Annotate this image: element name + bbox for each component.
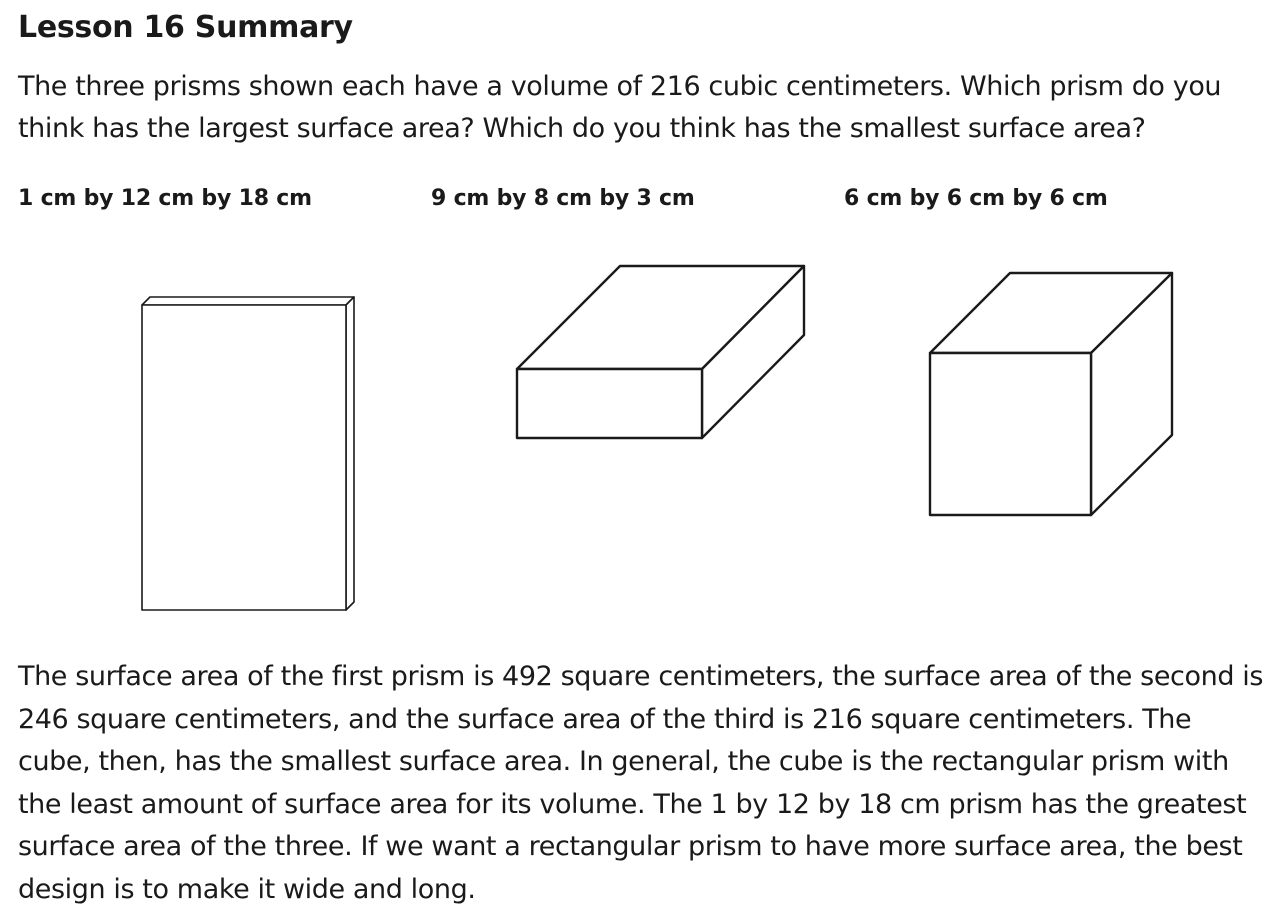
prism-1-front-face: [142, 305, 346, 610]
prism-label-2: 9 cm by 8 cm by 3 cm: [431, 186, 695, 211]
prism-label-1: 1 cm by 12 cm by 18 cm: [18, 186, 312, 211]
lesson-page: [18, 0, 1270, 920]
prism-3-drawing: [930, 273, 1172, 515]
intro-paragraph: The three prisms shown each have a volume of 216 cubic centimeters. Which prism do you think has the largest surface area? Which do you think has the smallest surface area?: [18, 71, 1222, 144]
prism-2-drawing: [517, 266, 804, 438]
lesson-title: Lesson 16 Summary: [18, 10, 353, 45]
prism-1-drawing: [142, 297, 354, 610]
prism-3-front-face: [930, 353, 1091, 515]
prism-1-side-face: [346, 297, 354, 610]
summary-paragraph: The surface area of the first prism is 492 square centimeters, the surface area of the second is 246 square centimeters, and the surface area of the third is 216 square centimeters. The cube, then, has the smallest surface area. In general, the cube is the rectangular prism with the least amount of surface area for its volume. The 1 by 12 by 18 cm prism has the greatest surface area of the three. If we want a rectangular prism to have more surface area, the best design is to make it wide and long.: [18, 661, 1264, 905]
prism-label-3: 6 cm by 6 cm by 6 cm: [844, 186, 1108, 211]
prism-2-front-face: [517, 369, 702, 438]
prism-1-top-face: [142, 297, 354, 305]
